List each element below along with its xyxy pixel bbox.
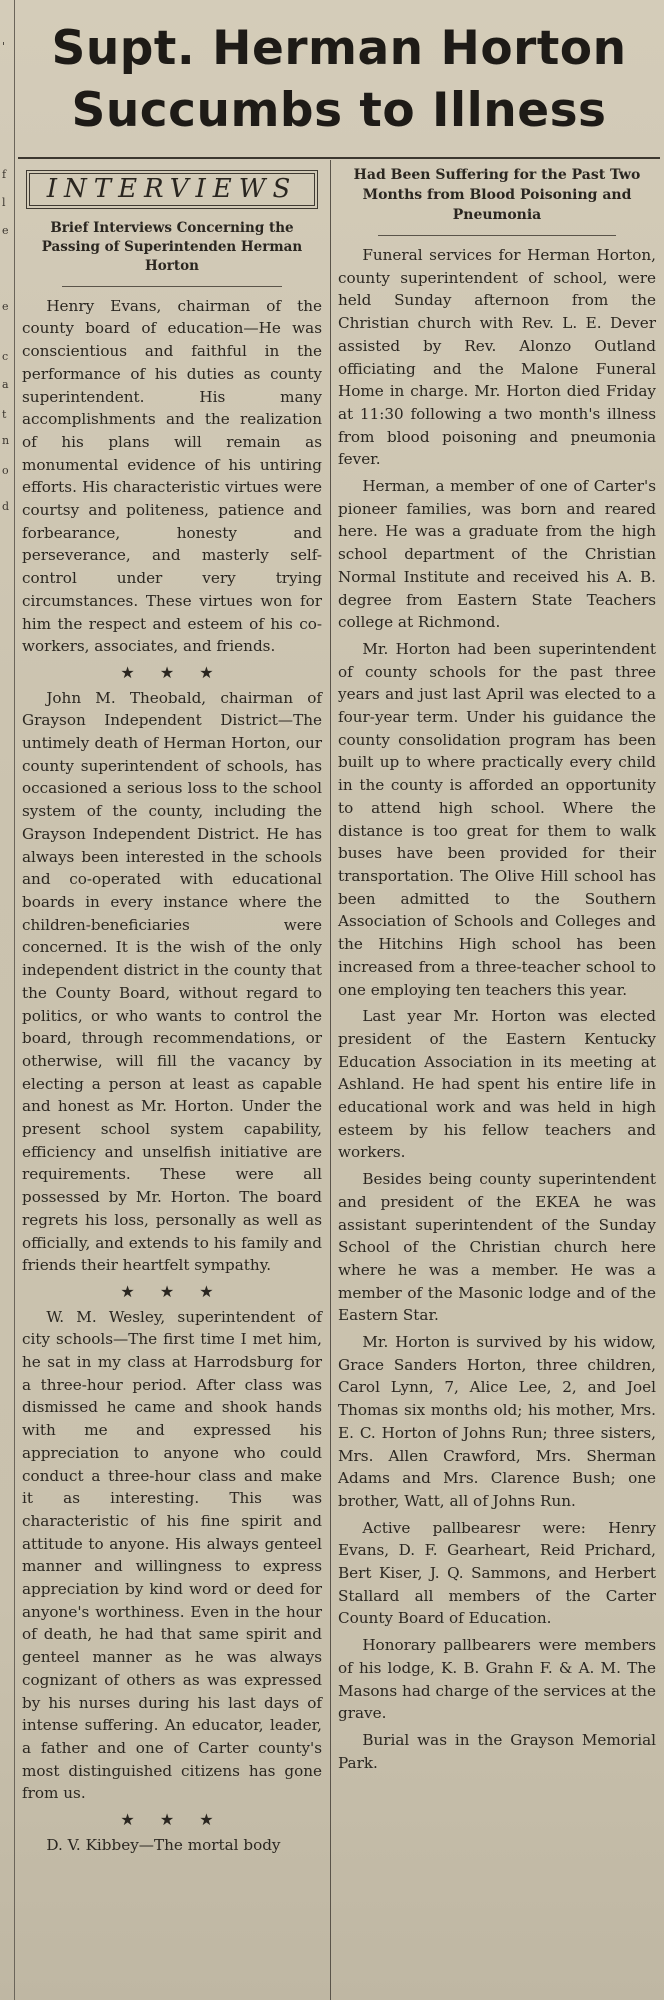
strip-char: e xyxy=(2,224,9,237)
strip-char: l xyxy=(2,196,6,209)
obituary-paragraph: Mr. Horton had been superintendent of county schools for the past three years and just last April was elected to a four-year term. Under his guidance the county consolidation program has been built up to where practically every child in the county is afforded an opportunity to attend high school. Where the distance is too great for them to walk buses have been provided for their transportation. The Olive Hill school has been admitted to the Southern Association of Schools and Colleges and the Hitchins High school has been increased from a three-teacher school to one employing ten teachers this year. xyxy=(338,639,656,999)
obituary-paragraph: Funeral services for Herman Horton, county superintendent of school, were held Sunday afternoon from the Christian church with Rev. L. E. Dever assisted by Rev. Alonzo Outland officiating and the Malone Funeral Home in charge. Mr. Horton died Friday at 11:30 following a two month's illness from blood poisoning and pneumonia fever. xyxy=(338,246,656,469)
obituary-paragraph: Mr. Horton is survived by his widow, Grace Sanders Horton, three children, Carol Lynn, 7, Alice Lee, 2, and Joel Thomas six months old; his mother, Mrs. E. C. Horton of Johns Run; three sisters, Mrs. Allen Crawford, Mrs. Sherman Adams and Mrs. Clarence Bush; one brother, Watt, all of Johns Run. xyxy=(338,1333,656,1510)
obituary-paragraph: Herman, a member of one of Carter's pioneer families, was born and reared here. He was a graduate from the high school department of the Christian Normal Institute and received his A. B. degree from Eastern State Teachers college at Richmond. xyxy=(338,477,656,632)
interview-paragraph-cut: D. V. Kibbey—The mortal body xyxy=(46,1835,281,1854)
separator-stars: ★ ★ ★ xyxy=(120,1281,224,1301)
interviews-subhead: Brief Interviews Concerning the Passing of Superintenden Herman Horton xyxy=(41,219,303,274)
strip-char: o xyxy=(2,464,9,477)
strip-char: d xyxy=(2,500,10,513)
interview-paragraph: John M. Theobald, chairman of Grayson Independent District—The untimely death of Herman Horton, our county superintendent of schools, has occasioned a serious loss to the school system of the county, including the Grayson Independent District. He has always been interested in the schools and co-operated with educational boards in every instance where the children-beneficiaries were concerned. It is the wish of the only independent district in the county that the County Board, without regard to politics, or who wants to control the board, through recommendations, or otherwise, will fill the vacancy by electing a person at least as capable and honest as Mr. Horton. Under the present school system capability, efficiency and unselfish initiative are requirements. These were all possessed by Mr. Horton. The board regrets his loss, personally as well as officially, and extends to his family and friends their heartfelt sympathy. xyxy=(22,688,322,1275)
separator-stars: ★ ★ ★ xyxy=(120,1810,224,1830)
interviews-column xyxy=(22,165,322,1860)
interview-paragraph: Henry Evans, chairman of the county board of education—He was conscientious and faithful in the performance of his duties as county superintendent. His many accomplishments and the realization of his plans will remain as monumental evidence of his untiring efforts. His characteristic virtues were courtsy and politeness, patience and forbearance, honesty and perseverance, and masterly self-control under very trying circumstances. These virtues won for him the respect and esteem of his co-workers, associates, and friends. xyxy=(22,296,322,656)
interviews-box xyxy=(26,170,318,209)
headline-rule xyxy=(18,157,660,159)
strip-char: e xyxy=(2,300,9,313)
strip-char: c xyxy=(2,350,9,363)
headline-line-2: Succumbs to Illness xyxy=(71,83,607,138)
separator-stars: ★ ★ ★ xyxy=(120,662,224,682)
obituary-paragraph: Active pallbearesr were: Henry Evans, D. F. Gearheart, Reid Prichard, Bert Kiser, J. Q. Sammons, and Herbert Stallard all members of the Carter County Board of Education. xyxy=(338,1518,656,1628)
obituary-column xyxy=(338,165,656,1778)
obituary-paragraph: Last year Mr. Horton was elected president of the Eastern Kentucky Education Association in its meeting at Ashland. He had spent his entire life in educational work and was held in high esteem by his fellow teachers and workers. xyxy=(338,1007,656,1162)
strip-char: a xyxy=(2,378,9,391)
headline-line-1: Supt. Herman Horton xyxy=(51,21,627,76)
subhead-rule xyxy=(62,286,282,287)
interview-paragraph: W. M. Wesley, superintendent of city schools—The first time I met him, he sat in my class at Harrodsburg for a three-hour period. After class was dismissed he came and shook hands with me and expressed his appreciation to anyone who could conduct a three-hour class and make it as interesting. This was characteristic of his fine spirit and attitude to anyone. His always genteel manner and willingness to express appreciation by kind word or deed for anyone's worthiness. Even in the hour of death, he had that same spirit and genteel manner as he was always cognizant of others as was expressed by his nurses during his last days of intense suffering. An educator, leader, a father and one of Carter county's most distinguished citizens has gone from us. xyxy=(22,1307,322,1803)
headline xyxy=(18,18,660,142)
interviews-box-title: INTERVIEWS xyxy=(29,173,315,206)
strip-char: ' xyxy=(2,40,6,53)
column-divider xyxy=(330,160,331,2000)
adjacent-column-strip xyxy=(0,0,15,2000)
strip-char: t xyxy=(2,408,7,421)
obituary-deck: Had Been Suffering for the Past Two Months from Blood Poisoning and Pneumonia xyxy=(353,167,641,223)
deck-rule xyxy=(378,235,616,236)
obituary-paragraph: Honorary pallbearers were members of his lodge, K. B. Grahn F. & A. M. The Masons had charge of the services at the grave. xyxy=(338,1636,656,1723)
obituary-paragraph: Besides being county superintendent and president of the EKEA he was assistant superintendent of the Sunday School of the Christian church here where he was a member. He was a member of the Masonic lodge and of the Eastern Star. xyxy=(338,1170,656,1325)
strip-char: f xyxy=(2,168,7,181)
obituary-paragraph: Burial was in the Grayson Memorial Park. xyxy=(338,1731,656,1772)
strip-char: n xyxy=(2,434,10,447)
